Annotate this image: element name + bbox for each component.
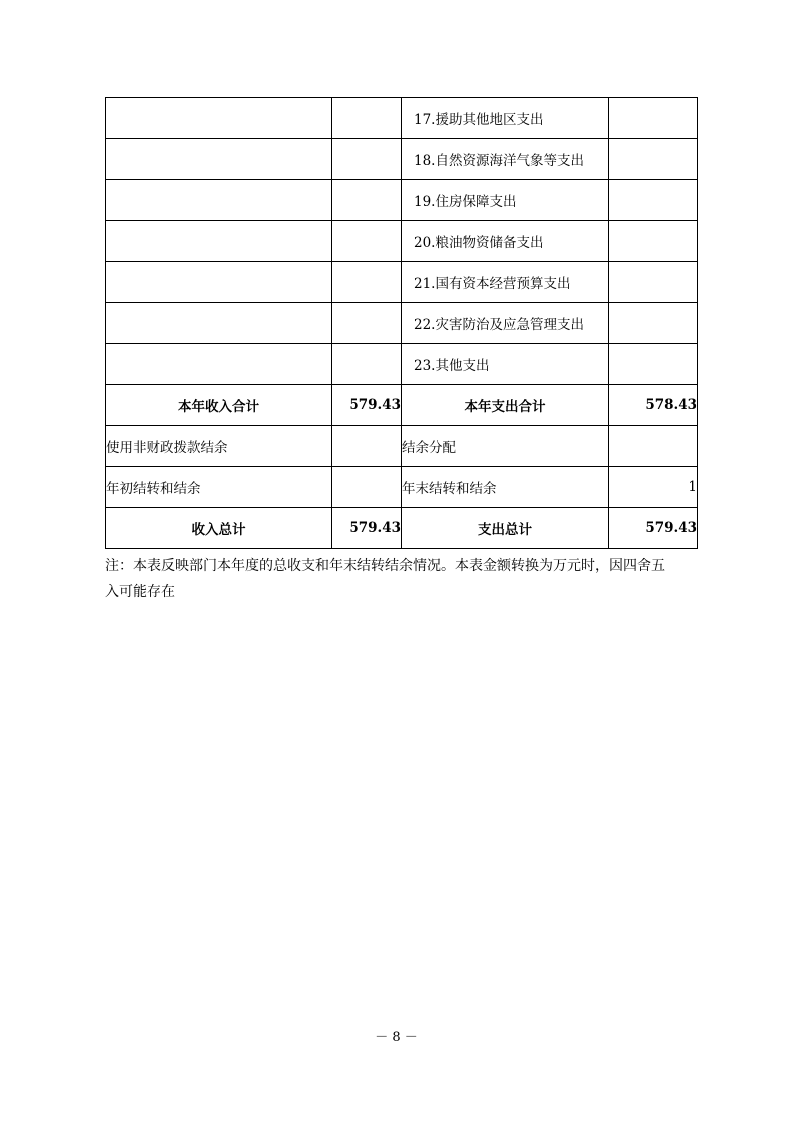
income-grand-total-value: 579.43 <box>332 508 402 549</box>
table-row <box>106 344 698 385</box>
balance-allocation-value <box>609 426 698 467</box>
non-fiscal-balance-value <box>332 426 402 467</box>
table-row-opening-closing-balance <box>106 467 698 508</box>
income-item-cell <box>106 139 332 180</box>
item-label: 援助其他地区支出 <box>435 112 544 128</box>
table-row <box>106 180 698 221</box>
expense-item-cell <box>402 98 609 139</box>
item-number: 19. <box>414 194 436 210</box>
annual-expense-total-label: 本年支出合计 <box>402 385 609 426</box>
table-row-annual-total <box>106 385 698 426</box>
note-line-2: 入可能存在 <box>105 584 175 600</box>
income-item-cell <box>106 180 332 221</box>
expense-amount-cell <box>609 98 698 139</box>
income-amount-cell <box>332 180 402 221</box>
item-label: 自然资源海洋气象等支出 <box>435 153 584 169</box>
balance-allocation-label: 结余分配 <box>402 426 609 467</box>
item-label: 粮油物资储备支出 <box>435 235 544 251</box>
income-item-cell <box>106 344 332 385</box>
item-number: 18. <box>414 153 436 169</box>
item-number: 17. <box>414 112 436 128</box>
income-item-cell <box>106 303 332 344</box>
income-amount-cell <box>332 221 402 262</box>
expense-item-cell <box>402 180 609 221</box>
note-line-1: 注：本表反映部门本年度的总收支和年末结转结余情况。本表金额转换为万元时，因四舍五 <box>105 558 665 574</box>
expense-item-cell <box>402 303 609 344</box>
income-grand-total-label: 收入总计 <box>106 508 332 549</box>
expense-item-cell <box>402 262 609 303</box>
expense-item-cell <box>402 344 609 385</box>
expense-amount-cell <box>609 344 698 385</box>
table-row <box>106 98 698 139</box>
closing-balance-value: 1 <box>609 467 698 508</box>
opening-balance-label: 年初结转和结余 <box>106 467 332 508</box>
expense-item-cell <box>402 221 609 262</box>
page-number: － 8 － <box>375 1030 418 1045</box>
table-note <box>105 553 705 605</box>
table-row-grand-total <box>106 508 698 549</box>
table-row <box>106 221 698 262</box>
expense-amount-cell <box>609 180 698 221</box>
closing-balance-label: 年末结转和结余 <box>402 467 609 508</box>
expense-amount-cell <box>609 139 698 180</box>
item-number: 23. <box>414 358 436 374</box>
budget-summary-table <box>105 97 698 549</box>
annual-income-total-label: 本年收入合计 <box>106 385 332 426</box>
item-number: 22. <box>414 317 436 333</box>
item-number: 21. <box>414 276 436 292</box>
table-row <box>106 139 698 180</box>
table-row <box>106 303 698 344</box>
income-item-cell <box>106 221 332 262</box>
expense-amount-cell <box>609 303 698 344</box>
expense-item-cell <box>402 139 609 180</box>
income-amount-cell <box>332 303 402 344</box>
item-label: 其他支出 <box>435 358 490 374</box>
income-item-cell <box>106 98 332 139</box>
expense-amount-cell <box>609 221 698 262</box>
annual-income-total-value: 579.43 <box>332 385 402 426</box>
item-label: 灾害防治及应急管理支出 <box>435 317 584 333</box>
income-amount-cell <box>332 262 402 303</box>
expense-grand-total-value: 579.43 <box>609 508 698 549</box>
non-fiscal-balance-label: 使用非财政拨款结余 <box>106 426 332 467</box>
item-label: 住房保障支出 <box>435 194 517 210</box>
expense-grand-total-label: 支出总计 <box>402 508 609 549</box>
income-amount-cell <box>332 344 402 385</box>
annual-expense-total-value: 578.43 <box>609 385 698 426</box>
income-item-cell <box>106 262 332 303</box>
income-amount-cell <box>332 98 402 139</box>
item-number: 20. <box>414 235 436 251</box>
income-amount-cell <box>332 139 402 180</box>
item-label: 国有资本经营预算支出 <box>435 276 571 292</box>
expense-amount-cell <box>609 262 698 303</box>
table-row-non-fiscal-balance <box>106 426 698 467</box>
table-row <box>106 262 698 303</box>
opening-balance-value <box>332 467 402 508</box>
